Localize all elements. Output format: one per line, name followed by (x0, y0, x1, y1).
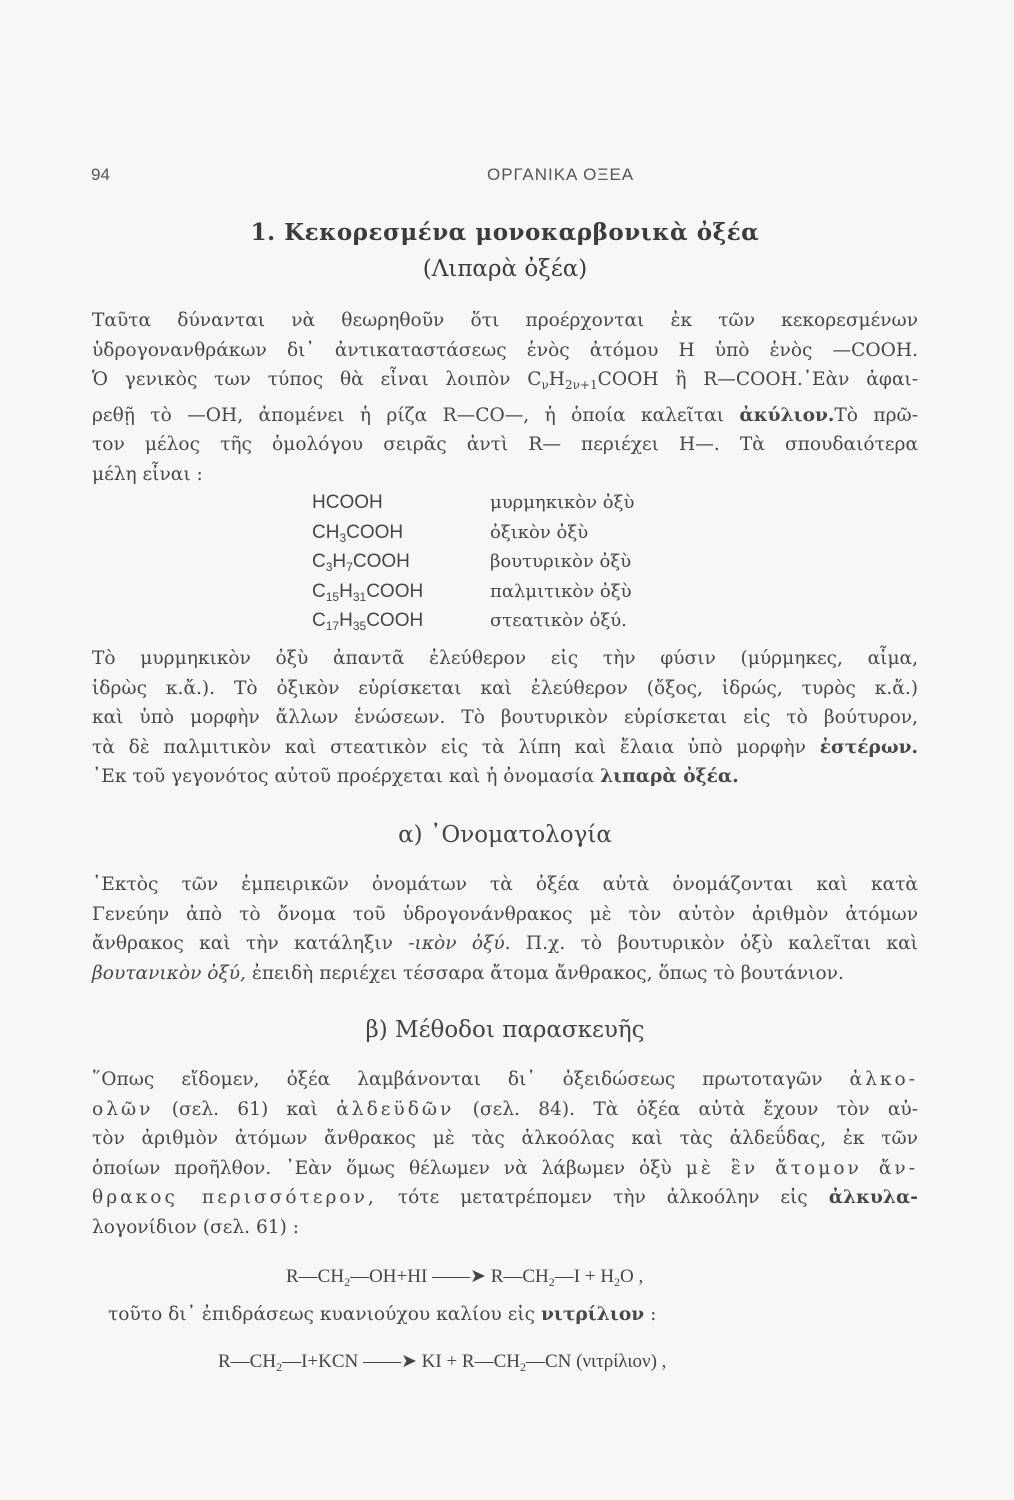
acid-name: βουτυρικὸν ὀξὺ (490, 551, 632, 572)
text-line: Ὁ γενικὸς των τύπος θὰ εἶναι λοιπὸν $C_\nu H_{2\nu+1}COOH$ ἢ R—COOH.᾽Εὰν ἀφαι- (92, 369, 918, 392)
equation-nitrile: $R—CH_2—I+KCN$ ——➤ KI + $R—CH_2—CN$ (νιτρίλιον) , (218, 1351, 667, 1374)
subsection-heading-preparation: β) Μέθοδοι παρασκευῆς (365, 1017, 645, 1043)
text-line: ἄνθρακος καὶ τὴν κατάληξιν -ικὸν ὀξύ. Π.χ. τὸ βουτυρικὸν ὀξὺ καλεῖται καὶ (92, 933, 918, 954)
text-line: λογονίδιον (σελ. 61) : (92, 1216, 300, 1238)
text-line: Ταῦτα δύνανται νὰ θεωρηθοῦν ὅτι προέρχονται ἐκ τῶν κεκορεσμένων (92, 310, 918, 331)
acid-name: μυρμηκικὸν ὀξὺ (490, 492, 635, 513)
text-line: Τὸ μυρμηκικὸν ὀξὺ ἀπαντᾶ ἐλεύθερον εἰς τὴν φύσιν (μύρμηκες, αἷμα, (92, 648, 918, 669)
acid-formula: $CH_3COOH$ (312, 521, 404, 545)
text-line: ῞Οπως εἴδομεν, ὀξέα λαμβάνονται δι᾽ ὀξειδώσεως πρωτοταγῶν ἀλκο- (92, 1069, 918, 1090)
text-line: μέλη εἶναι : (92, 463, 203, 485)
acid-list (312, 488, 732, 636)
butanoic-term: βουτανικὸν ὀξύ, (92, 962, 246, 984)
text-line: ἱδρὼς κ.ἄ.). Τὸ ὀξικὸν εὑρίσκεται καὶ ἐλεύθερον (ὄξος, ἱδρώς, τυρὸς κ.ἄ.) (92, 677, 918, 699)
text-line: τὰ δὲ παλμιτικὸν καὶ στεατικὸν εἰς τὰ λίπη καὶ ἔλαια ὑπὸ μορφὴν ἐστέρων. (92, 736, 918, 758)
acid-name: παλμιτικὸν ὀξὺ (490, 580, 632, 602)
term-alkyl-halide: ἀλκυλα- (828, 1187, 918, 1208)
acid-formula: HCOOH (312, 492, 383, 513)
acid-row (312, 606, 732, 636)
text-line: καὶ ὑπὸ μορφὴν ἄλλων ἑνώσεων. Τὸ βουτυρικὸν εὑρίσκεται εἰς τὸ βούτυρον, (92, 707, 918, 728)
acid-formula: $C_3H_7COOH$ (312, 551, 410, 574)
section-title: 1. Κεκορεσμένα μονοκαρβονικὰ ὀξέα (250, 219, 760, 246)
text-line: ὁποίων προῆλθον. ᾽Εὰν ὅμως θέλωμεν νὰ λάβωμεν ὀξὺ μὲ ἓν ἄτομον ἄν- (92, 1157, 918, 1179)
acid-name: στεατικὸν ὀξύ. (490, 610, 627, 631)
text-line: θρακος περισσότερον, τότε μετατρέπομεν τὴν ἀλκοόλην εἰς ἀλκυλα- (92, 1187, 918, 1208)
paragraph-intro (92, 306, 918, 489)
text-line: τον μέλος τῆς ὁμολόγου σειρᾶς ἀντὶ R— περιέχει H—. Τὰ σπουδαιότερα (92, 434, 918, 455)
text-line: ᾽Εκτὸς τῶν ἐμπειρικῶν ὀνομάτων τὰ ὀξέα αὐτὰ ὀνομάζονται καὶ κατὰ (92, 874, 918, 895)
term-fatty-acids: λιπαρὰ ὀξέα. (600, 766, 739, 787)
suffix-term: -ικὸν ὀξύ. (408, 933, 511, 954)
text-line: βουτανικὸν ὀξύ, ἐπειδὴ περιέχει τέσσαρα ἄτομα ἄνθρακος, ὅπως τὸ βουτάνιον. (92, 962, 844, 984)
acid-formula: $C_{15}H_{31}COOH$ (312, 580, 424, 604)
acid-name: ὀξικὸν ὀξὺ (490, 521, 589, 543)
term-acyl: ἀκύλιον. (739, 404, 835, 426)
acid-row (312, 547, 732, 577)
equation-alkyl-halide: $R—CH_2—OH+HI$ ——➤ $R—CH_2—I + H_2O$ , (286, 1266, 644, 1289)
section-subtitle: (Λιπαρὰ ὀξέα) (422, 256, 588, 282)
text-line: ολῶν (σελ. 61) καὶ ἀλδεϋδῶν (σελ. 84). Τὰ ὀξέα αὐτὰ ἔχουν τὸν αὐ- (92, 1098, 918, 1120)
running-title: ΟΡΓΑΝΙΚΑ ΟΞΕΑ (487, 165, 635, 184)
text-line: ᾽Εκ τοῦ γεγονότος αὐτοῦ προέρχεται καὶ ἡ ὀνομασία λιπαρὰ ὀξέα. (92, 766, 739, 787)
acid-row (312, 577, 732, 607)
acid-row (312, 518, 732, 548)
nitrile-note: τοῦτο δι᾽ ἐπιδράσεως κυανιούχου καλίου εἰς νιτρίλιον : (108, 1304, 657, 1325)
text-line: Γενεύην ἀπὸ τὸ ὄνομα τοῦ ὑδρογονάνθρακος μὲ τὸν αὐτὸν ἀριθμὸν ἀτόμων (92, 903, 918, 925)
term-esters: ἐστέρων. (819, 736, 918, 758)
text-line: ρεθῇ τὸ —OH, ἀπομένει ἡ ρίζα R—CO—, ἡ ὁποία καλεῖται ἀκύλιον.Τὸ πρῶ- (92, 404, 918, 426)
acid-formula: $C_{17}H_{35}COOH$ (312, 610, 424, 633)
text-line: τὸν ἀριθμὸν ἀτόμων ἄνθρακος μὲ τὰς ἀλκοόλας καὶ τὰς ἀλδεΰδας, ἐκ τῶν (92, 1128, 918, 1149)
paragraph-preparation (92, 1065, 918, 1242)
text-line: ὑδρογονανθράκων δι᾽ ἀντικαταστάσεως ἑνὸς ἀτόμου Η ὑπὸ ἑνὸς —COOH. (92, 339, 918, 361)
subsection-heading-nomenclature: α) ᾽Ονοματολογία (398, 822, 612, 848)
paragraph-occurrence (92, 644, 918, 792)
paragraph-nomenclature (92, 870, 918, 988)
page-number: 94 (91, 165, 110, 184)
page-header (91, 165, 911, 189)
acid-row (312, 488, 732, 518)
